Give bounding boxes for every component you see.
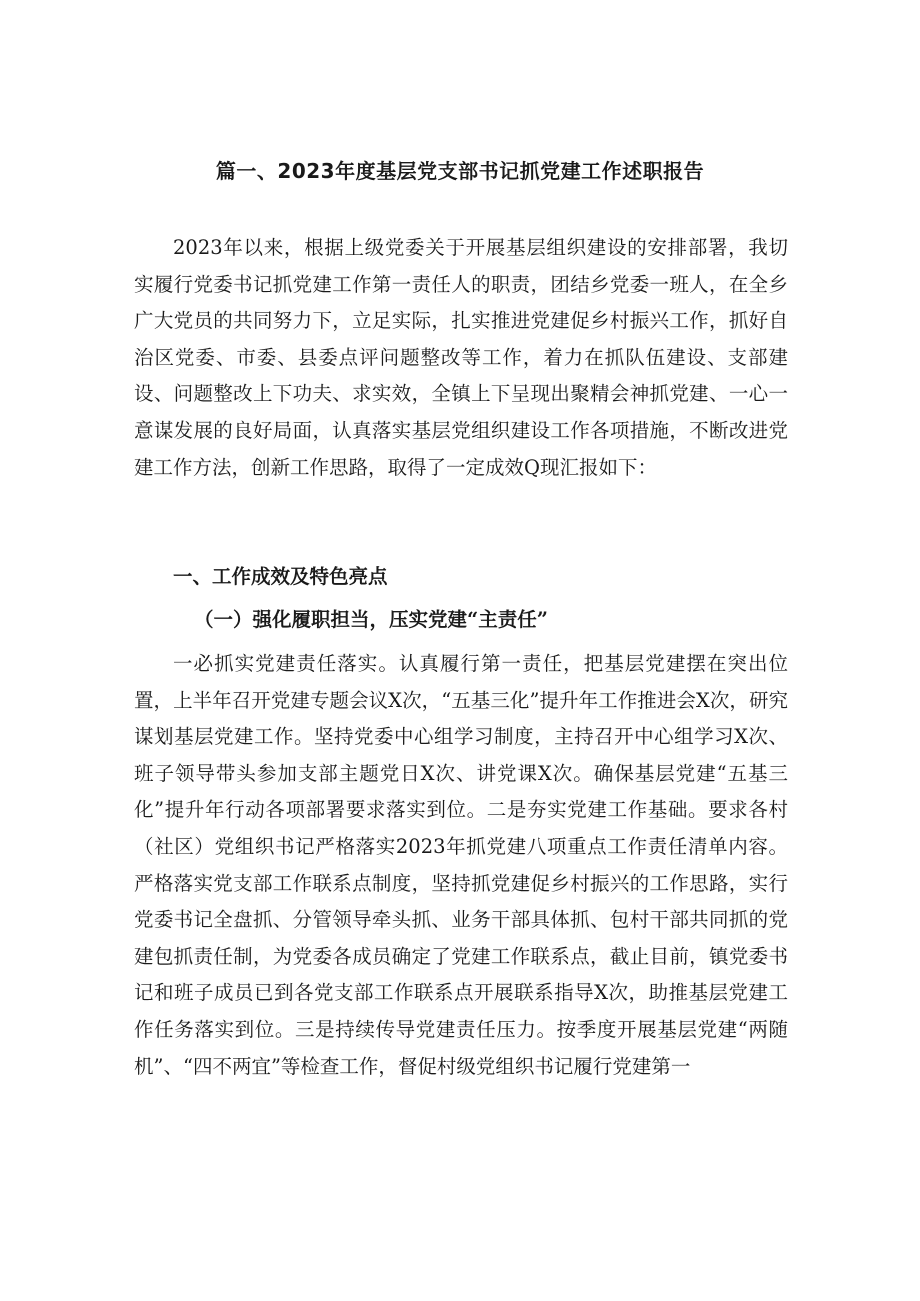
section-heading: 一、工作成效及特色亮点: [173, 565, 388, 588]
sub-heading: （一）强化履职担当，压实党建“主责任”: [194, 608, 548, 631]
intro-paragraph: 2023年以来，根据上级党委关于开展基层组织建设的安排部署，我切实履行党委书记抓党建工作第一责任人的职责，团结乡党委一班人，在全乡广大党员的共同努力下，立足实际，扎实推进党建促乡村振兴工作，抓好自治区党委、市委、县委点评问题整改等工作，着力在抓队伍建设、支部建设、问题整改上下功夫、求实效，全镇上下呈现出聚精会神抓党建、一心一意谋发展的良好局面，认真落实基层党组织建设工作各项措施，不断改进党建工作方法，创新工作思路，取得了一定成效Q现汇报如下：: [134, 236, 788, 479]
main-paragraph: 一必抓实党建责任落实。认真履行第一责任，把基层党建摆在突出位置，上半年召开党建专题会议X次，“五基三化”提升年工作推进会X次，研究谋划基层党建工作。坚持党委中心组学习制度，主持召开中心组学习X次、班子领导带头参加支部主题党日X次、讲党课X次。确保基层党建“五基三化”提升年行动各项部署要求落实到位。二是夯实党建工作基础。要求各村（社区）党组织书记严格落实2023年抓党建八项重点工作责任清单内容。严格落实党支部工作联系点制度，坚持抓党建促乡村振兴的工作思路，实行党委书记全盘抓、分管领导牵头抓、业务干部具体抓、包村干部共同抓的党建包抓责任制，为党委各成员确定了党建工作联系点，截止目前，镇党委书记和班子成员已到各党支部工作联系点开展联系指导X次，助推基层党建工作任务落实到位。三是持续传导党建责任压力。按季度开展基层党建“两随机”、“四不两宜”等检查工作，督促村级党组织书记履行党建第一: [134, 652, 788, 1078]
document-title: 篇一、2023年度基层党支部书记抓党建工作述职报告: [215, 159, 705, 183]
